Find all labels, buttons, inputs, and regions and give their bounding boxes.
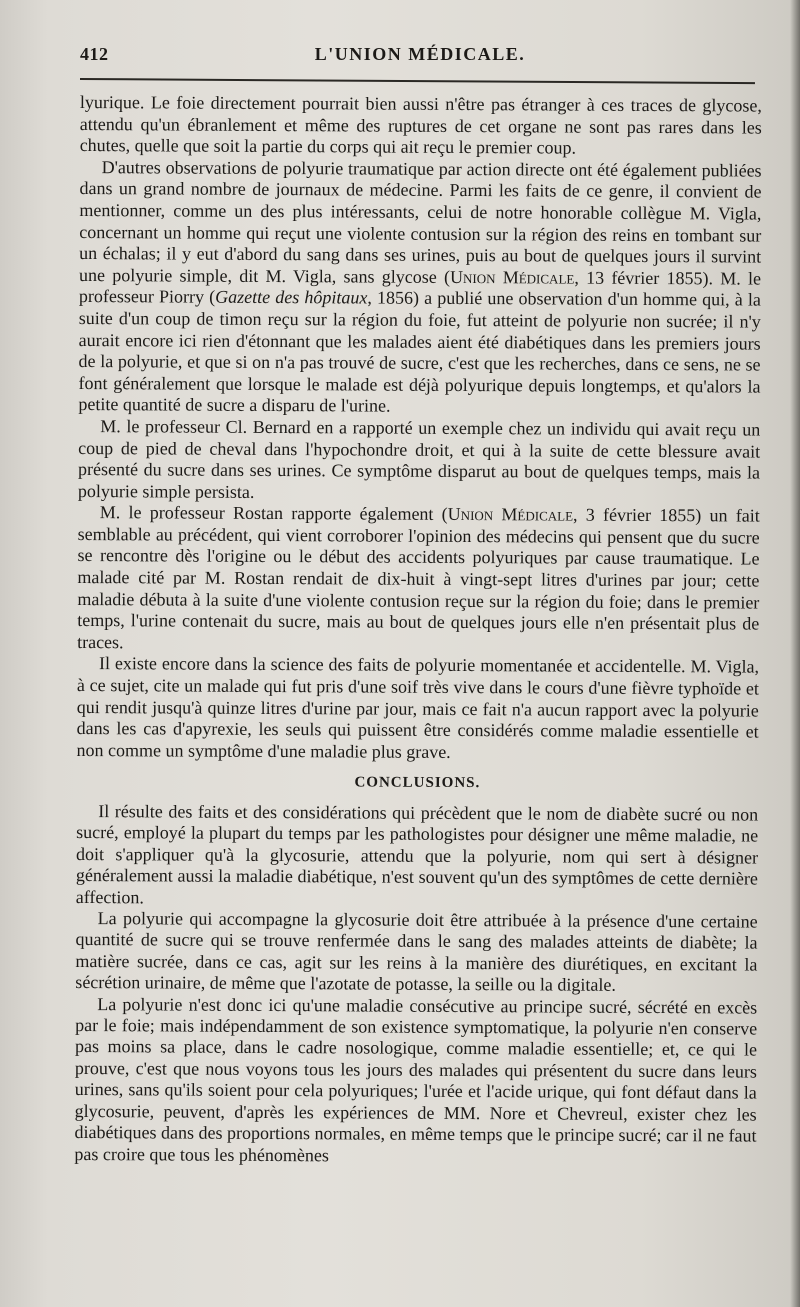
conclusion-paragraph-1: Il résulte des faits et des considérations qui précèdent que le nom de diabète sucré ou non sucré, employé la plupart du temps par les pathologistes pour désigner une même maladie, ne doit s'appliquer qu'à la glycosurie, attendu que la polyurie, nom qui sert à désigner généralement aussi la maladie diabétique, n'est souvent qu'un des symptômes de cette dernière affection.: [75, 801, 759, 907]
paragraph-5: Il existe encore dans la science des faits de polyurie momentanée et accidentelle. M. Vigla, à ce sujet, cite un malade qui fut pris d'une soif très vive dans le cours d'une fièvre typhoïde et qui rendit jusqu'à quinze litres d'urine par jour, mais ce fait n'a aucun rapport avec la polyurie dans les cas d'apyrexie, les seuls qui puissent être considérés comme maladie essentielle et non comme un symptôme d'une maladie plus grave.: [76, 653, 760, 762]
paragraph-2-part-c: , 1856) a publié une observation d'un homme qui, à la suite d'un coup de timon reçu sur la région du foie, fut atteint de polyurie non sucrée; il n'y aurait encore ici rien d'étonnant que les malades aient été diabétiques dans les premiers jours de la polyurie, et que si on n'a pas trouvé de sucre, c'est que les recherches, dans ce sens, ne se font généralement que lorsque le malade est déjà polyurique depuis longtemps, et qu'alors la petite quantité de sucre a disparu de l'urine.: [78, 287, 761, 416]
page-edge-shadow: [790, 0, 800, 1307]
header-rule: [80, 78, 755, 84]
paragraph-4-part-a: M. le professeur Rostan rapporte également (: [99, 502, 448, 525]
paragraph-2-part-b: , 13 février 1855). M. le professeur Piorry (: [78, 267, 762, 308]
body-text: [74, 92, 762, 1168]
conclusion-paragraph-3: La polyurie n'est donc ici qu'une maladie consécutive au principe sucré, sécrété en excès par le foie; mais indépendamment de son existence symptomatique, la polyurie n'en conserve pas moins sa place, dans le cadre nosologique, comme maladie essentielle; et, ce qui le prouve, c'est que nous voyons tous les jours des malades qui présentent du sucre dans leurs urines, sans qu'ils soient pour cela polyuriques; l'urée et l'acide urique, qui font défaut dans la glycosurie, peuvent, d'après les expériences de MM. Nore et Chevreul, exister chez les diabétiques dans des proportions normales, en même temps que le principe sucré; car il ne faut pas croire que tous les phénomènes: [74, 993, 758, 1165]
conclusions-heading: CONCLUSIONS.: [354, 774, 481, 792]
paragraph-4-part-b: , 3 février 1855) un fait semblable au précédent, qui vient corroborer l'opinion des médecins qui pensent que du sucre se rencontre dès l'origine ou le début des accidents polyuriques par cause traumatique. Le malade cité par M. Rostan rendait de dix-huit à vingt-sept litres d'urines par jour; cette maladie débuta à la suite d'une violente contusion reçue sur la région du foie; dans le premier temps, l'urine contenait du sucre, mais au bout de quelques jours elle n'en présentait plus de traces.: [77, 504, 760, 653]
paragraph-3: M. le professeur Cl. Bernard en a rapporté un exemple chez un individu qui avait reçu un coup de pied de cheval dans l'hypochondre droit, et qui à la suite de cette blessure avait présenté du sucre dans ses urines. Ce symptôme disparut au bout de quelques temps, mais la polyurie simple persista.: [77, 416, 761, 502]
running-title: L'UNION MÉDICALE.: [314, 44, 526, 64]
paragraph-4: [77, 502, 760, 657]
conclusion-paragraph-2: La polyurie qui accompagne la glycosurie doit être attribuée à la présence d'une certaine quantité de sucre qui se trouve renfermée dans le sang des malades atteints de diabète; la matière sucrée, dans ce cas, agit sur les reins à la manière des diurétiques, en excitant la sécrétion urinaire, de même que l'azotate de potasse, la seille ou la digitale.: [75, 908, 758, 996]
journal-citation: Union Médicale: [449, 266, 575, 288]
page-number: 412: [80, 44, 109, 64]
paragraph-1: lyurique. Le foie directement pourrait bien aussi n'être pas étranger à ces traces de glycose, attendu qu'un ébranlement et même des ruptures de cet organe ne sont pas rares dans les chutes, quelle que soit la partie du corps qui ait reçu le premier coup.: [79, 92, 762, 158]
page-header: [80, 44, 760, 74]
paragraph-2: [78, 157, 761, 420]
journal-citation: Union Médicale: [447, 504, 574, 525]
paragraph-2-part-a: D'autres observations de polyurie traumatique par action directe ont été également publiées dans un grand nombre de journaux de médecine. Parmi les faits de ce genre, il convient de mentionner, comme un des plus intéressants, celui de notre honorable collègue M. Vigla, concernant un homme qui reçut une violente contusion sur la région des reins en tombant sur un échalas; il y eut d'abord du sang dans ses urines, puis au bout de quelques jours il survint une polyurie simple, dit M. Vigla, sans glycose (: [78, 156, 762, 287]
gazette-citation: Gazette des hôpitaux: [215, 287, 368, 308]
conclusions-section: [74, 801, 758, 1168]
